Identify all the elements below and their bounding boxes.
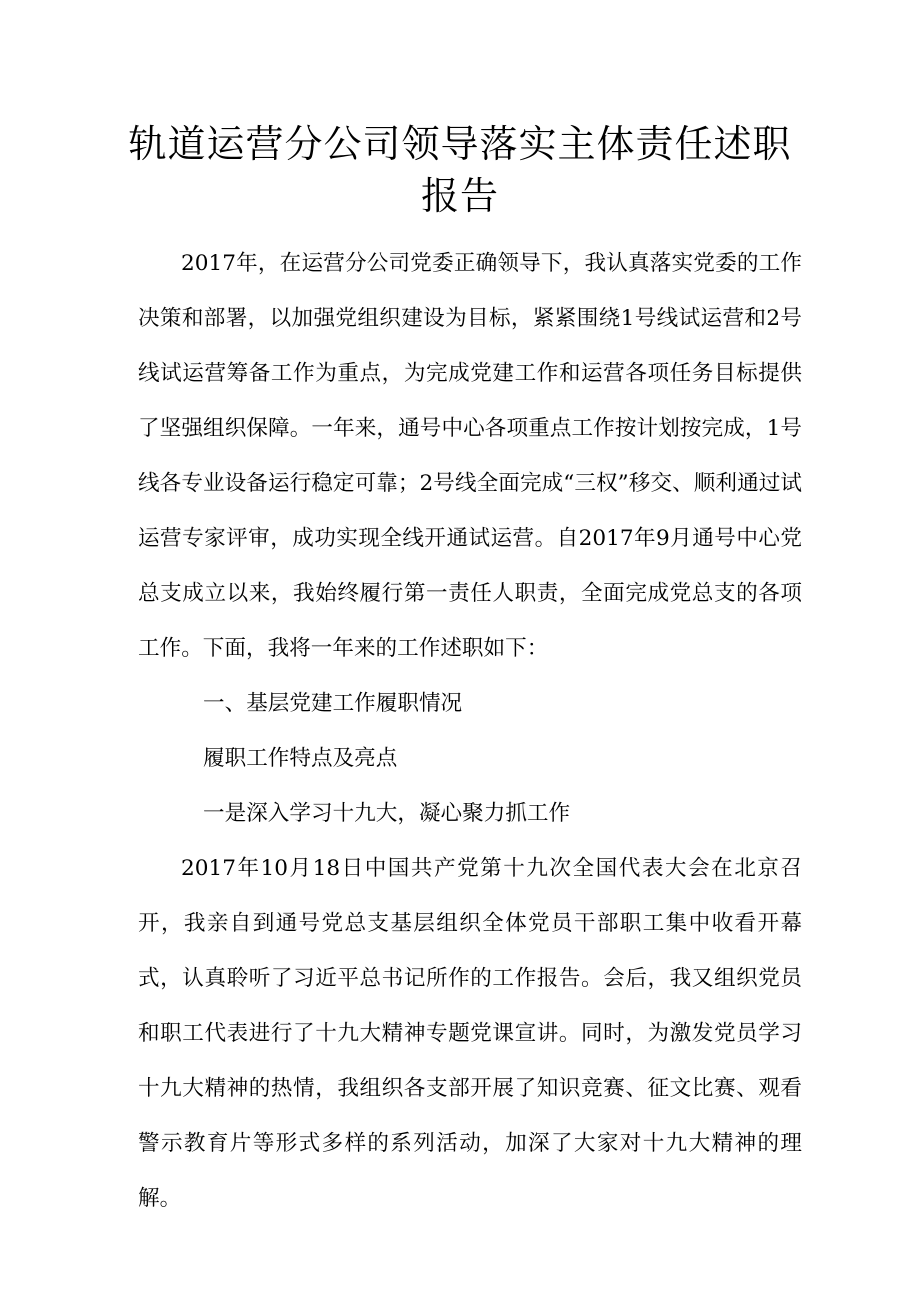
point-heading: 一是深入学习十九大，凝心聚力抓工作 (203, 801, 571, 826)
document-title (0, 118, 920, 222)
document-body (138, 236, 802, 1226)
paragraph-nineteenth-congress: 2017年10月18日中国共产党第十九次全国代表大会在北京召开，我亲自到通号党总支基层组织全体党员干部职工集中收看开幕式，认真聆听了习近平总书记所作的工作报告。会后，我又组织党员和职工代表进行了十九大精神专题党课宣讲。同时，为激发党员学习十九大精神的热情，我组织各支部开展了知识竞赛、征文比赛、观看警示教育片等形式多样的系列活动，加深了大家对十九大精神的理解。 (138, 856, 802, 1211)
section-heading: 一、基层党建工作履职情况 (203, 691, 463, 716)
title-line-2: 报告 (420, 174, 499, 218)
paragraph-intro: 2017年，在运营分公司党委正确领导下，我认真落实党委的工作决策和部署，以加强党组织建设为目标，紧紧围绕1号线试运营和2号线试运营筹备工作为重点，为完成党建工作和运营各项任务目标提供了坚强组织保障。一年来，通号中心各项重点工作按计划按完成，1号线各专业设备运行稳定可靠；2号线全面完成“三权”移交、顺利通过试运营专家评审，成功实现全线开通试运营。自2017年9月通号中心党总支成立以来，我始终履行第一责任人职责，全面完成党总支的各项工作。下面，我将一年来的工作述职如下： (138, 251, 802, 661)
title-line-1: 轨道运营分公司领导落实主体责任述职 (128, 122, 792, 166)
subsection-heading: 履职工作特点及亮点 (203, 746, 398, 771)
